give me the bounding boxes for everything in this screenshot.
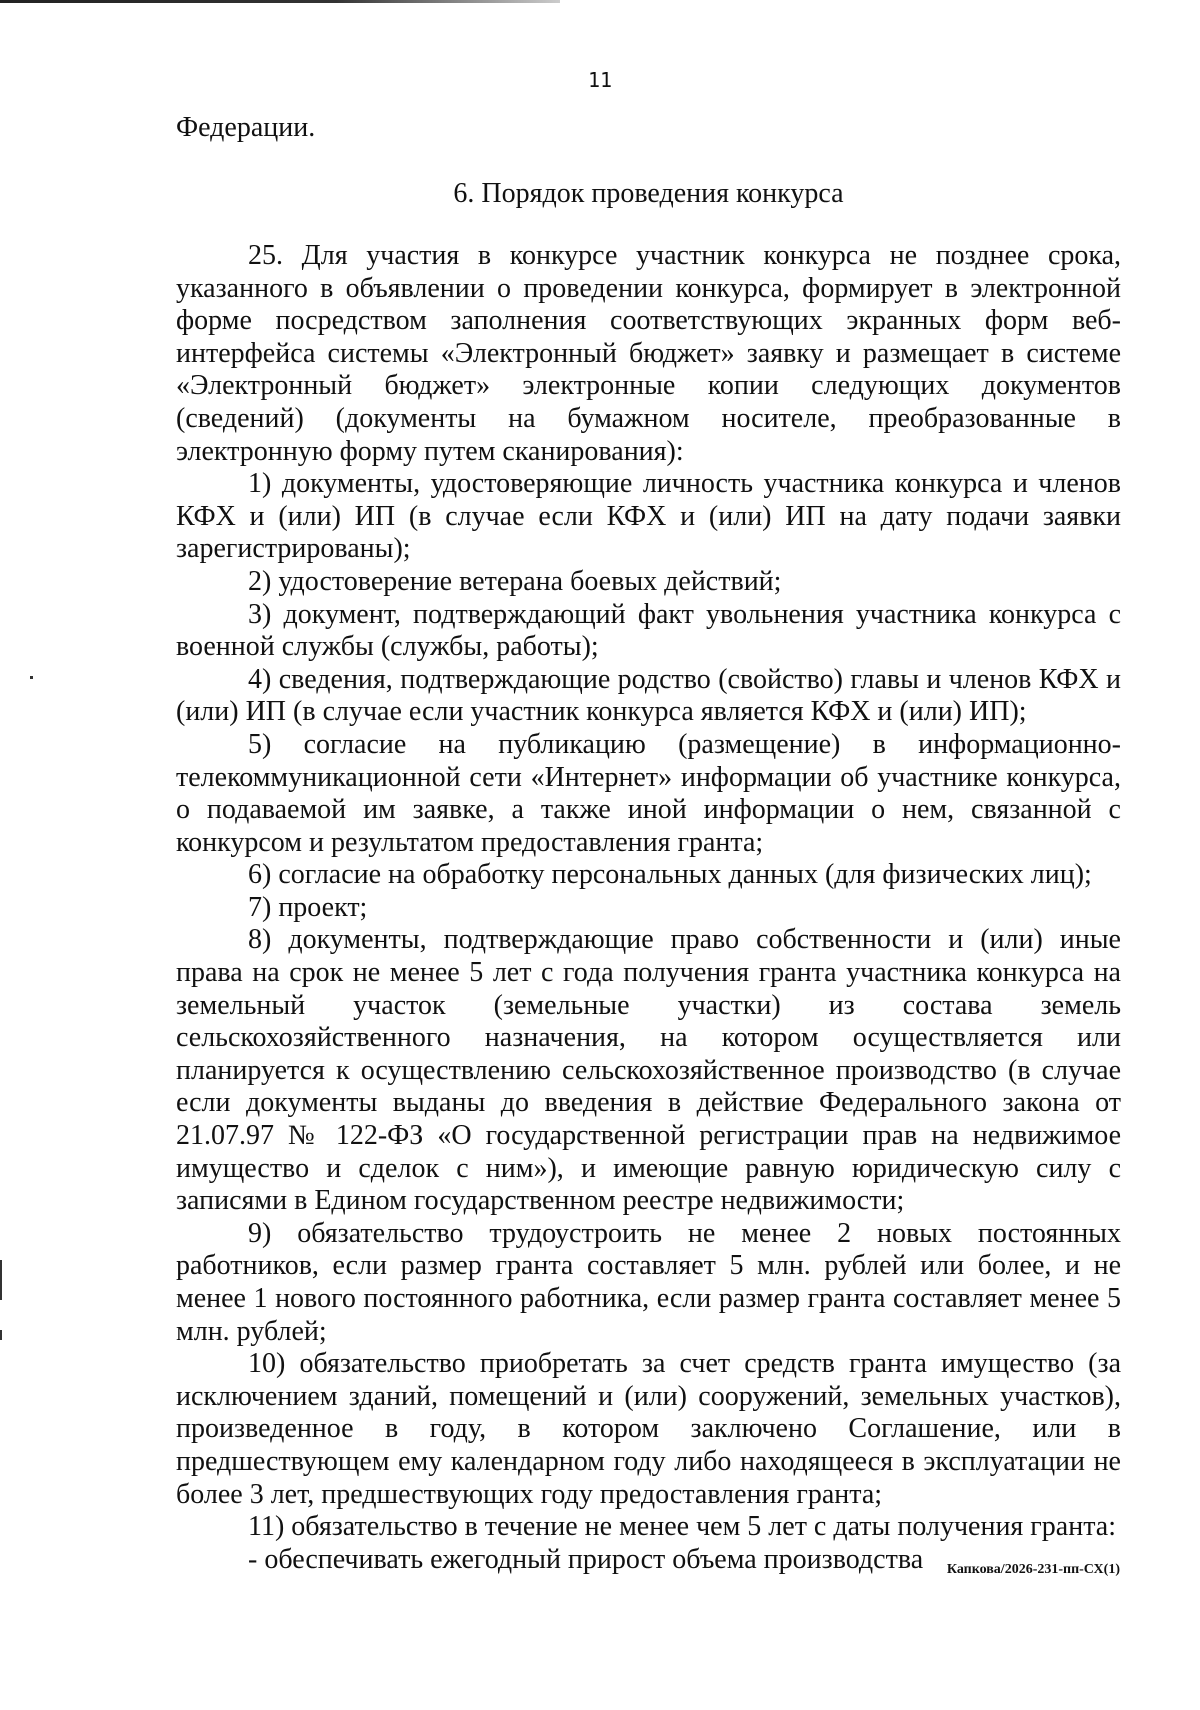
document-body — [176, 240, 1121, 1576]
list-item: 3) документ, подтверждающий факт увольнения участника конкурса с военной службы (службы, работы); — [176, 598, 1121, 663]
list-item: 2) удостоверение ветерана боевых действий; — [248, 565, 782, 597]
list-item: 11) обязательство в течение не менее чем 5 лет с даты получения гранта: — [248, 1511, 1116, 1543]
list-item: 1) документы, удостоверяющие личность участника конкурса и членов КФХ и (или) ИП (в случае если КФХ и (или) ИП на дату подачи заявки зарегистрированы); — [176, 468, 1121, 565]
list-item: 6) согласие на обработку персональных данных (для физических лиц); — [248, 859, 1092, 891]
paragraph: 25. Для участия в конкурсе участник конкурса не позднее срока, указанного в объявлении о проведении конкурса, формирует в электронной форме посредством заполнения соответствующих экранных форм веб-интерфейса системы «Электронный бюджет» заявку и размещает в системе «Электронный бюджет» электронные копии следующих документов (сведений) (документы на бумажном носителе, преобразованные в электронную форму путем сканирования): — [176, 240, 1121, 467]
scan-artifact-mark — [0, 1330, 2, 1340]
sub-item: - обеспечивать ежегодный прирост объема производства — [248, 1543, 924, 1575]
page-number: 11 — [587, 68, 613, 92]
document-footer-code: Капкова/2026-231-пп-СХ(1) — [946, 1562, 1120, 1577]
list-item: 10) обязательство приобретать за счет средств гранта имущество (за исключением зданий, помещений и (или) сооружений, земельных участков), произведенное в году, в котором заключено Соглашение, или в предшествующем ему календарном году либо находящееся в эксплуатации не более 3 лет, предшествующих году предоставления гранта; — [176, 1348, 1121, 1510]
list-item: 7) проект; — [248, 891, 368, 923]
list-item: 5) согласие на публикацию (размещение) в информационно-телекоммуникационной сети «Интернет» информации об участнике конкурса, о подаваемой им заявке, а также иной информации о нем, связанной с конкурсом и результатом предоставления гранта; — [176, 728, 1121, 858]
list-item: 8) документы, подтверждающие право собственности и (или) иные права на срок не менее 5 лет с года получения гранта участника конкурса на земельный участок (земельные участки) из состава земель сельскохозяйственного назначения, на котором осуществляется или планируется к осуществлению сельскохозяйственное производство (в случае если документы выданы до введения в действие Федерального закона от 21.07.97 № 122-ФЗ «О государственной регистрации прав на недвижимое имущество и сделок с ним»), и имеющие равную юридическую силу с записями в Едином государственном реестре недвижимости; — [176, 924, 1121, 1217]
list-item: 9) обязательство трудоустроить не менее 2 новых постоянных работников, если размер гранта составляет 5 млн. рублей или более, и не менее 1 нового постоянного работника, если размер гранта составляет менее 5 млн. рублей; — [176, 1217, 1121, 1347]
scan-artifact-dot — [30, 676, 33, 679]
scan-edge-line — [0, 0, 560, 3]
section-title: 6. Порядок проведения конкурса — [453, 178, 844, 209]
continuation-text: Федерации. — [176, 112, 316, 143]
scan-artifact-mark — [0, 1260, 2, 1300]
list-item: 4) сведения, подтверждающие родство (свойство) главы и членов КФХ и (или) ИП (в случае если участник конкурса является КФХ и (или) ИП); — [176, 663, 1121, 728]
